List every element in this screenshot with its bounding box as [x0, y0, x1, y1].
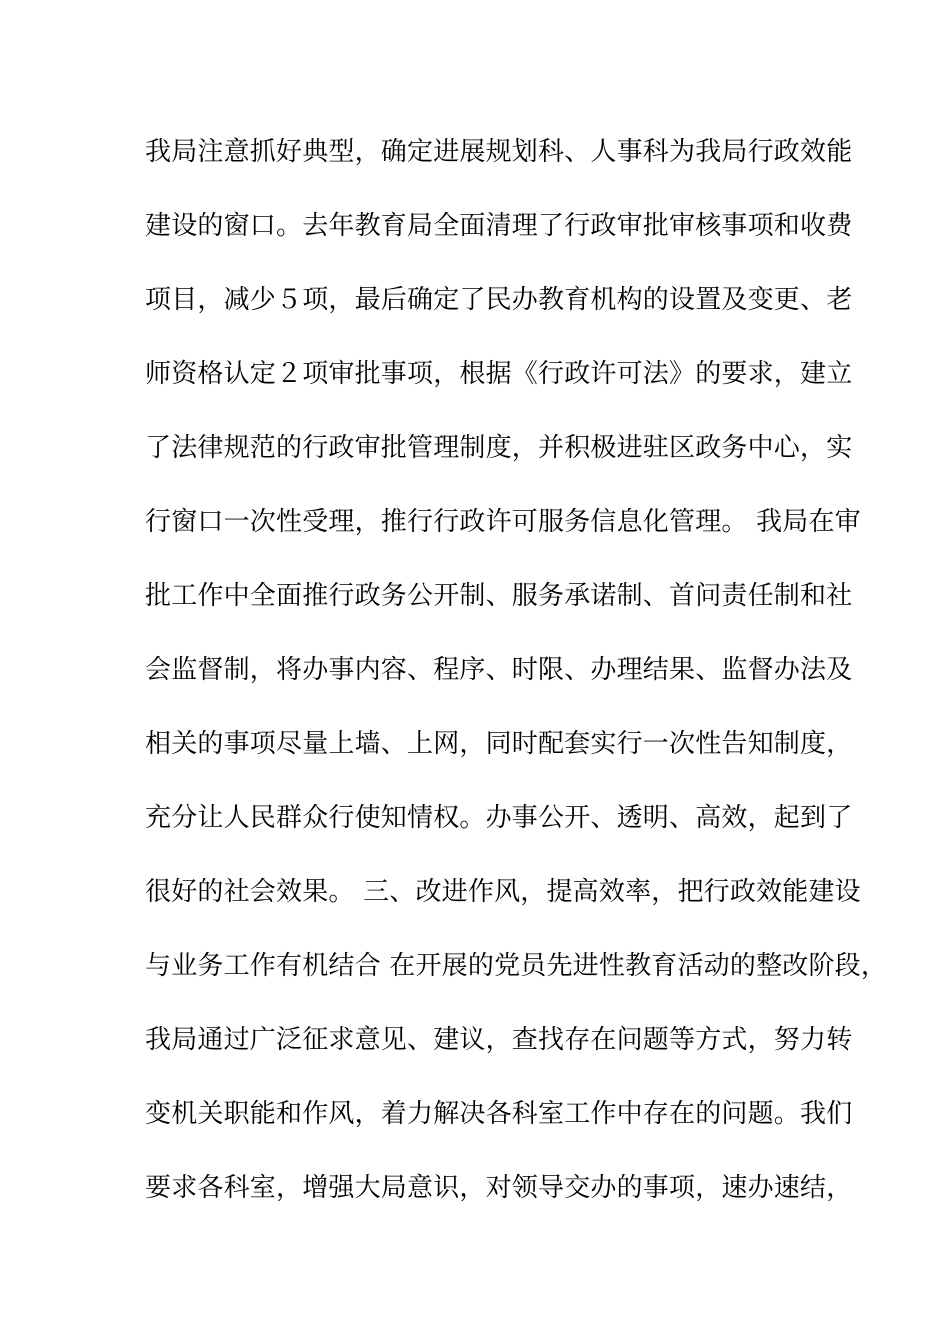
- body-text: [145, 132, 888, 1242]
- text-line: 变机关职能和作风，着力解决各科室工作中存在的问题。我们: [145, 1099, 853, 1129]
- text-line: 行窗口一次性受理，推行行政许可服务信息化管理。 我局在审: [145, 507, 861, 537]
- text-line: 充分让人民群众行使知情权。办事公开、透明、高效，起到了: [145, 803, 853, 833]
- text-line: 我局通过广泛征求意见、建议，查找存在问题等方式，努力转: [145, 1025, 853, 1055]
- text-line: 要求各科室，增强大局意识，对领导交办的事项，速办速结，: [145, 1173, 853, 1203]
- text-line: 项目，减少５项，最后确定了民办教育机构的设置及变更、老: [145, 285, 853, 315]
- text-line: 相关的事项尽量上墙、上网，同时配套实行一次性告知制度，: [145, 729, 853, 759]
- text-line: 批工作中全面推行政务公开制、服务承诺制、首问责任制和社: [145, 581, 853, 611]
- text-line: 师资格认定２项审批事项，根据《行政许可法》的要求，建立: [145, 359, 853, 389]
- text-line: 我局注意抓好典型，确定进展规划科、人事科为我局行政效能: [145, 137, 853, 167]
- text-line: 与业务工作有机结合 在开展的党员先进性教育活动的整改阶段，: [145, 951, 888, 981]
- text-line: 建设的窗口。去年教育局全面清理了行政审批审核事项和收费: [145, 211, 853, 241]
- text-line: 了法律规范的行政审批管理制度，并积极进驻区政务中心，实: [145, 433, 853, 463]
- text-line: 很好的社会效果。 三、改进作风，提高效率，把行政效能建设: [145, 877, 861, 907]
- text-line: 会监督制，将办事内容、程序、时限、办理结果、监督办法及: [145, 655, 853, 685]
